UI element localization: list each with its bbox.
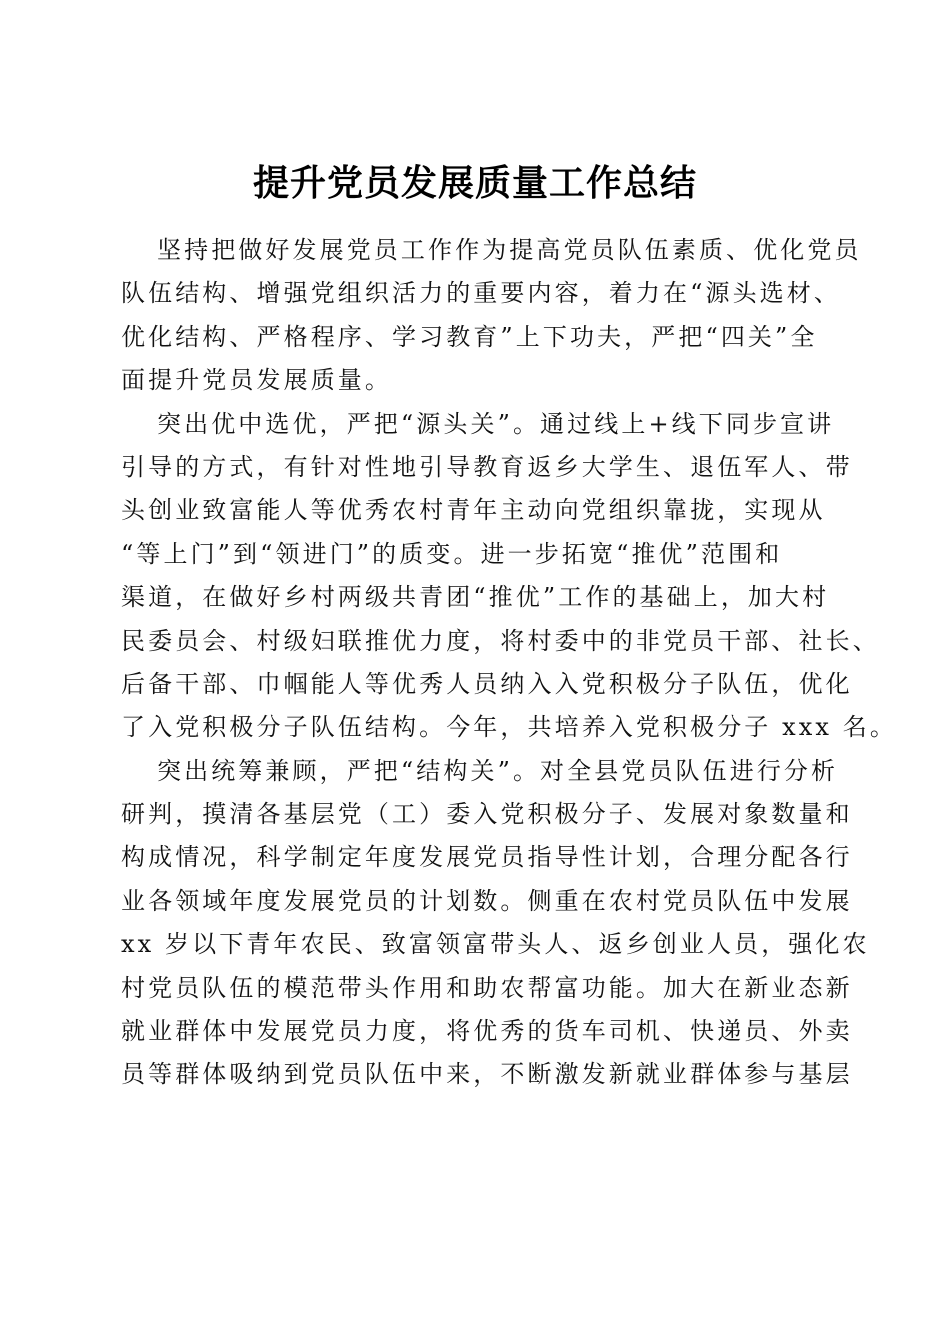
text-line: 构成情况，科学制定年度发展党员指导性计划，合理分配各行 (121, 843, 853, 872)
text-line: 后备干部、巾帼能人等优秀人员纳入入党积极分子队伍，优化 (121, 669, 853, 698)
text-line: 研判，摸清各基层党（工）委入党积极分子、发展对象数量和 (121, 800, 853, 829)
text-line: 业各领域年度发展党员的计划数。侧重在农村党员队伍中发展 (121, 886, 853, 915)
text-line: 优化结构、严格程序、学习教育”上下功夫，严把“四关”全 (121, 322, 818, 351)
text-line: 了入党积极分子队伍结构。今年，共培养入党积极分子 xxx 名。 (121, 713, 897, 742)
text-line: 引导的方式，有针对性地引导教育返乡大学生、退伍军人、带 (121, 452, 853, 481)
text-line: “等上门”到“领进门”的质变。进一步拓宽“推优”范围和 (121, 539, 783, 568)
text-line: 员等群体吸纳到党员队伍中来，不断激发新就业群体参与基层 (121, 1060, 853, 1089)
paragraph-intro (121, 229, 862, 403)
text-line: 坚持把做好发展党员工作作为提高党员队伍素质、优化党员 (157, 236, 862, 264)
paragraph-structure (121, 750, 870, 1097)
text-line: 村党员队伍的模范带头作用和助农帮富功能。加大在新业态新 (121, 973, 853, 1002)
document-body (121, 229, 897, 1097)
document-title: 提升党员发展质量工作总结 (252, 162, 697, 205)
text-line: 渠道，在做好乡村两级共青团“推优”工作的基础上，加大村 (121, 583, 830, 612)
text-line: 队伍结构、增强党组织活力的重要内容，着力在“源头选材、 (121, 279, 841, 308)
text-line: 就业群体中发展党员力度，将优秀的货车司机、快递员、外卖 (121, 1017, 853, 1046)
text-line: 突出统筹兼顾，严把“结构关”。对全县党员队伍进行分析 (157, 756, 839, 785)
text-line: 面提升党员发展质量。 (121, 366, 392, 395)
text-line: 民委员会、村级妇联推优力度，将村委中的非党员干部、社长、 (121, 626, 880, 655)
text-line: 头创业致富能人等优秀农村青年主动向党组织靠拢，实现从 (121, 496, 826, 525)
text-line: 突出优中选优，严把“源头关”。通过线上+线下同步宣讲 (157, 409, 835, 438)
text-line: xx 岁以下青年农民、致富领富带头人、返乡创业人员，强化农 (121, 930, 870, 959)
paragraph-source (121, 403, 897, 750)
